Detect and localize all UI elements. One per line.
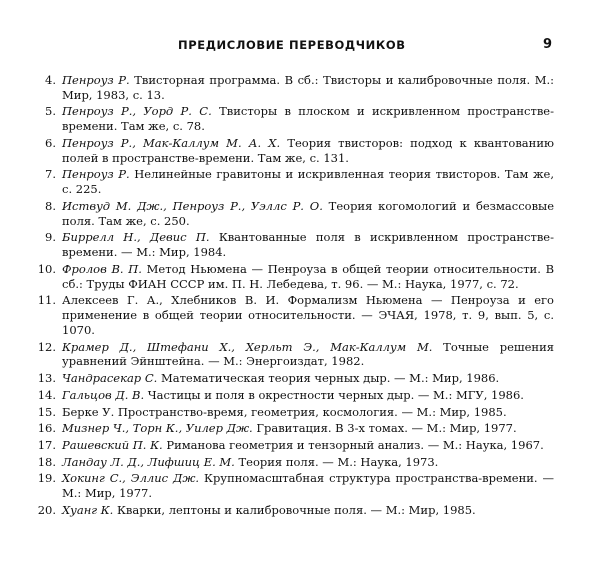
reference-authors: Ландау Л. Д., Лифшиц Е. М. [62, 454, 235, 469]
reference-item [0, 136, 554, 166]
reference-text: Математическая теория черных дыр. — М.: Мир, 1986. [160, 371, 500, 386]
reference-text: Гравитация. В 3-х томах. — М.: Мир, 1977. [256, 421, 517, 436]
reference-authors: Гальцов Д. В. [62, 387, 145, 402]
reference-number: 13. [37, 371, 56, 386]
reference-text: Твисторная программа. В сб.: Твисторы и калибровочные поля. М.: Мир, 1983, с. 13. [62, 73, 555, 102]
reference-text: Теория твисторов: подход к квантованию полей в пространстве-времени. Там же, с. 131. [62, 135, 555, 165]
reference-authors: Пенроуз Р. [62, 167, 130, 182]
reference-item [0, 438, 554, 453]
reference-text: Риманова геометрия и тензорный анализ. — М.: Наука, 1967. [166, 437, 544, 452]
reference-authors: Фролов В. П. [62, 261, 142, 276]
reference-text: Точные решения уравнений Эйнштейна. — М.: Энергоиздат, 1982. [62, 339, 554, 369]
reference-item [0, 230, 554, 260]
reference-item [0, 262, 554, 292]
reference-authors: Биррелл Н., Девис П. [62, 230, 210, 245]
reference-authors: Пенроуз Р., Мак-Каллум М. А. Х. [62, 135, 281, 150]
reference-text: Теория когомологий и безмассовые поля. Там же, с. 250. [62, 198, 554, 228]
reference-item [0, 104, 554, 134]
reference-number: 18. [37, 454, 56, 469]
reference-item [0, 167, 554, 197]
reference-text: Нелинейные гравитоны и искривленная теория твисторов. Там же, с. 225. [62, 167, 555, 197]
reference-text: Твисторы в плоском и искривленном пространстве-времени. Там же, с. 78. [62, 104, 554, 134]
reference-text: Частицы и поля в окрестности черных дыр. — М.: МГУ, 1986. [147, 387, 524, 402]
reference-number: 7. [45, 167, 56, 182]
reference-item [0, 503, 554, 518]
reference-number: 16. [37, 421, 56, 436]
reference-text: Теория поля. — М.: Наука, 1973. [238, 454, 439, 469]
reference-number: 14. [37, 387, 56, 402]
reference-number: 19. [37, 471, 56, 486]
reference-text: Алексеев Г. А., Хлебников В. И. Формализм Ньюмена — Пенроуза и его применение в общей теории относительности. — ЭЧАЯ, 1978, т. 9, вып. 5, с. 1070. [62, 293, 554, 337]
reference-authors: Чандрасекар С. [62, 371, 158, 386]
reference-authors: Иствуд М. Дж., Пенроуз Р., Уэллс Р. О. [62, 198, 323, 213]
reference-item [0, 340, 554, 370]
reference-text: Кварки, лептоны и калибровочные поля. — М.: Мир, 1985. [116, 502, 476, 517]
reference-number: 11. [37, 293, 56, 308]
reference-item [0, 199, 554, 229]
reference-list [0, 73, 600, 519]
reference-number: 9. [45, 230, 56, 245]
reference-authors: Крамер Д., Штефани Х., Херльт Э., Мак-Каллум М. [62, 339, 433, 354]
reference-number: 15. [37, 404, 56, 419]
reference-item [0, 471, 554, 501]
reference-number: 12. [37, 339, 56, 354]
reference-item [0, 405, 554, 420]
reference-number: 4. [45, 73, 56, 87]
running-header-title: ПРЕДИСЛОВИЕ ПЕРЕВОДЧИКОВ [178, 38, 406, 52]
running-header [0, 38, 600, 54]
reference-item [0, 388, 554, 403]
reference-item [0, 73, 554, 103]
reference-item [0, 421, 554, 436]
reference-authors: Мизнер Ч., Торн К., Уилер Дж. [62, 421, 253, 436]
reference-item [0, 371, 554, 386]
reference-authors: Пенроуз Р., Уорд Р. С. [62, 104, 212, 119]
reference-number: 17. [37, 437, 56, 452]
reference-authors: Рашевский П. К. [62, 437, 163, 452]
reference-number: 10. [37, 261, 56, 276]
reference-number: 8. [45, 198, 56, 213]
reference-text: Квантованные поля в искривленном пространстве-времени. — М.: Мир, 1984. [62, 230, 554, 260]
reference-number: 5. [45, 104, 56, 119]
reference-text: Берке У. Пространство-время, геометрия, космология. — М.: Мир, 1985. [62, 404, 507, 419]
reference-authors: Хуанг К. [62, 502, 114, 517]
reference-text: Крупномасштабная структура пространства-времени. — М.: Мир, 1977. [62, 471, 555, 501]
reference-number: 20. [37, 502, 56, 517]
reference-number: 6. [45, 135, 56, 150]
reference-authors: Пенроуз Р. [62, 73, 130, 87]
reference-item [0, 293, 554, 337]
reference-authors: Хокинг С., Эллис Дж. [62, 471, 200, 486]
reference-text: Метод Ньюмена — Пенроуза в общей теории относительности. В сб.: Труды ФИАН СССР им. П. Н. Лебедева, т. 96. — М.: Наука, 1977, с. 72. [62, 261, 555, 291]
page-number: 9 [543, 37, 553, 52]
reference-item [0, 455, 554, 470]
